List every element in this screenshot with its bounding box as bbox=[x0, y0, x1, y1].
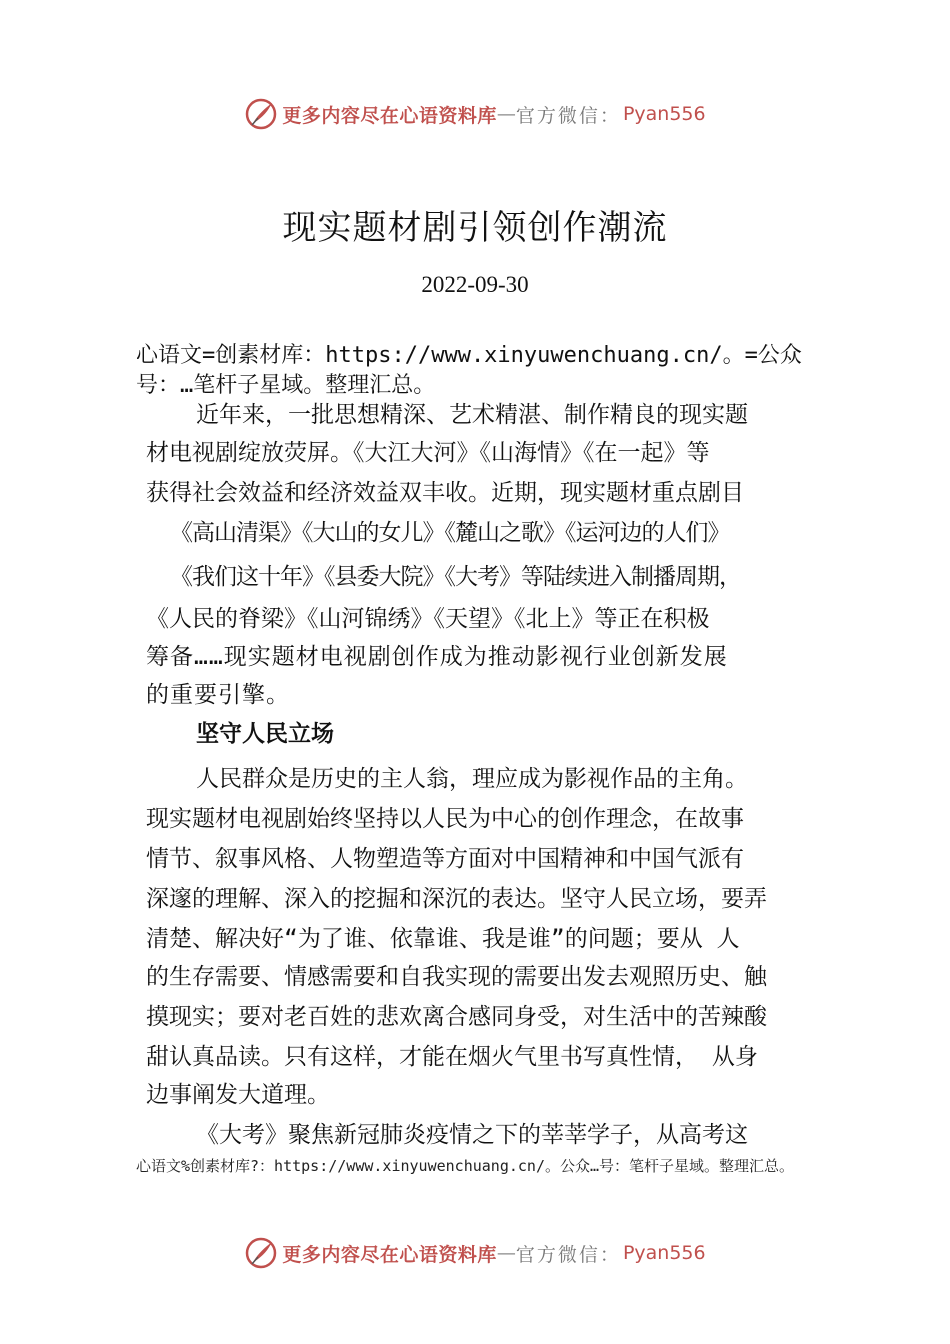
header-banner bbox=[0, 94, 950, 134]
paragraph-line: 《大考》聚焦新冠肺炎疫情之下的莘莘学子，从高考这 bbox=[196, 1122, 748, 1148]
paragraph-line: 现实题材电视剧始终坚持以人民为中心的创作理念，在故事 bbox=[146, 806, 744, 832]
article-title: 现实题材剧引领创作潮流 bbox=[282, 208, 668, 248]
source-line: 心语文=创素材库：https://www.xinyuwenchuang.cn/。=公众 bbox=[136, 343, 802, 368]
article-date: 2022-09-30 bbox=[421, 272, 529, 297]
section-heading: 坚守人民立场 bbox=[196, 721, 334, 747]
banner-text: 更多内容尽在心语资料库 bbox=[282, 1243, 497, 1266]
feather-pen-logo-icon bbox=[244, 97, 278, 131]
paragraph-line: 情节、叙事风格、人物塑造等方面对中国精神和中国气派有 bbox=[146, 846, 744, 872]
paragraph-line: 深邃的理解、深入的挖掘和深沉的表达。坚守人民立场，要弄 bbox=[146, 886, 767, 912]
banner-wechat-label: 官方微信： bbox=[515, 1243, 621, 1266]
paragraph-line: 甜认真品读。只有这样，才能在烟火气里书写真性情， 从身 bbox=[146, 1044, 758, 1070]
banner-text: 更多内容尽在心语资料库 bbox=[282, 104, 497, 127]
paragraph-line: 筹备……现实题材电视剧创作成为推动影视行业创新发展 bbox=[146, 644, 728, 670]
banner-dash: — bbox=[496, 1242, 516, 1264]
paragraph-line: 边事阐发大道理。 bbox=[146, 1082, 330, 1108]
banner-wechat-id: Pyan556 bbox=[622, 103, 706, 125]
feather-pen-logo-icon bbox=[244, 1236, 278, 1270]
footer-source-line: 心语文%创素材库?：https://www.xinyuwenchuang.cn/。公众…号：笔杆子星域。整理汇总。 bbox=[136, 1157, 795, 1175]
paragraph-line: 《高山清渠》《大山的女儿》《麓山之歌》《运河边的人们》 bbox=[170, 520, 730, 546]
paragraph-line: 人民群众是历史的主人翁，理应成为影视作品的主角。 bbox=[196, 766, 748, 792]
paragraph-line: 的重要引擎。 bbox=[146, 682, 290, 708]
paragraph-line: 摸现实；要对老百姓的悲欢离合感同身受，对生活中的苦辣酸 bbox=[146, 1004, 767, 1030]
footer-banner bbox=[0, 1233, 950, 1273]
banner-wechat-label: 官方微信： bbox=[515, 104, 621, 127]
paragraph-line: 的生存需要、情感需要和自我实现的需要出发去观照历史、触 bbox=[146, 964, 767, 990]
paragraph-line: 获得社会效益和经济效益双丰收。近期，现实题材重点剧目 bbox=[146, 480, 744, 506]
banner-dash: — bbox=[496, 103, 516, 125]
paragraph-line: 《人民的脊梁》《山河锦绣》《天望》《北上》等正在积极 bbox=[146, 606, 710, 632]
source-line: 号：…笔杆子星域。整理汇总。 bbox=[136, 373, 436, 398]
banner-wechat-id: Pyan556 bbox=[622, 1242, 706, 1264]
paragraph-line: 近年来，一批思想精深、艺术精湛、制作精良的现实题 bbox=[196, 402, 748, 428]
paragraph-line: 材电视剧绽放荧屏。《大江大河》《山海情》《在一起》等 bbox=[146, 440, 710, 466]
paragraph-line: 清楚、解决好“为了谁、依靠谁、我是谁”的问题；要从 人 bbox=[146, 926, 740, 952]
paragraph-line: 《我们这十年》《县委大院》《大考》等陆续进入制播周期， bbox=[170, 564, 741, 590]
